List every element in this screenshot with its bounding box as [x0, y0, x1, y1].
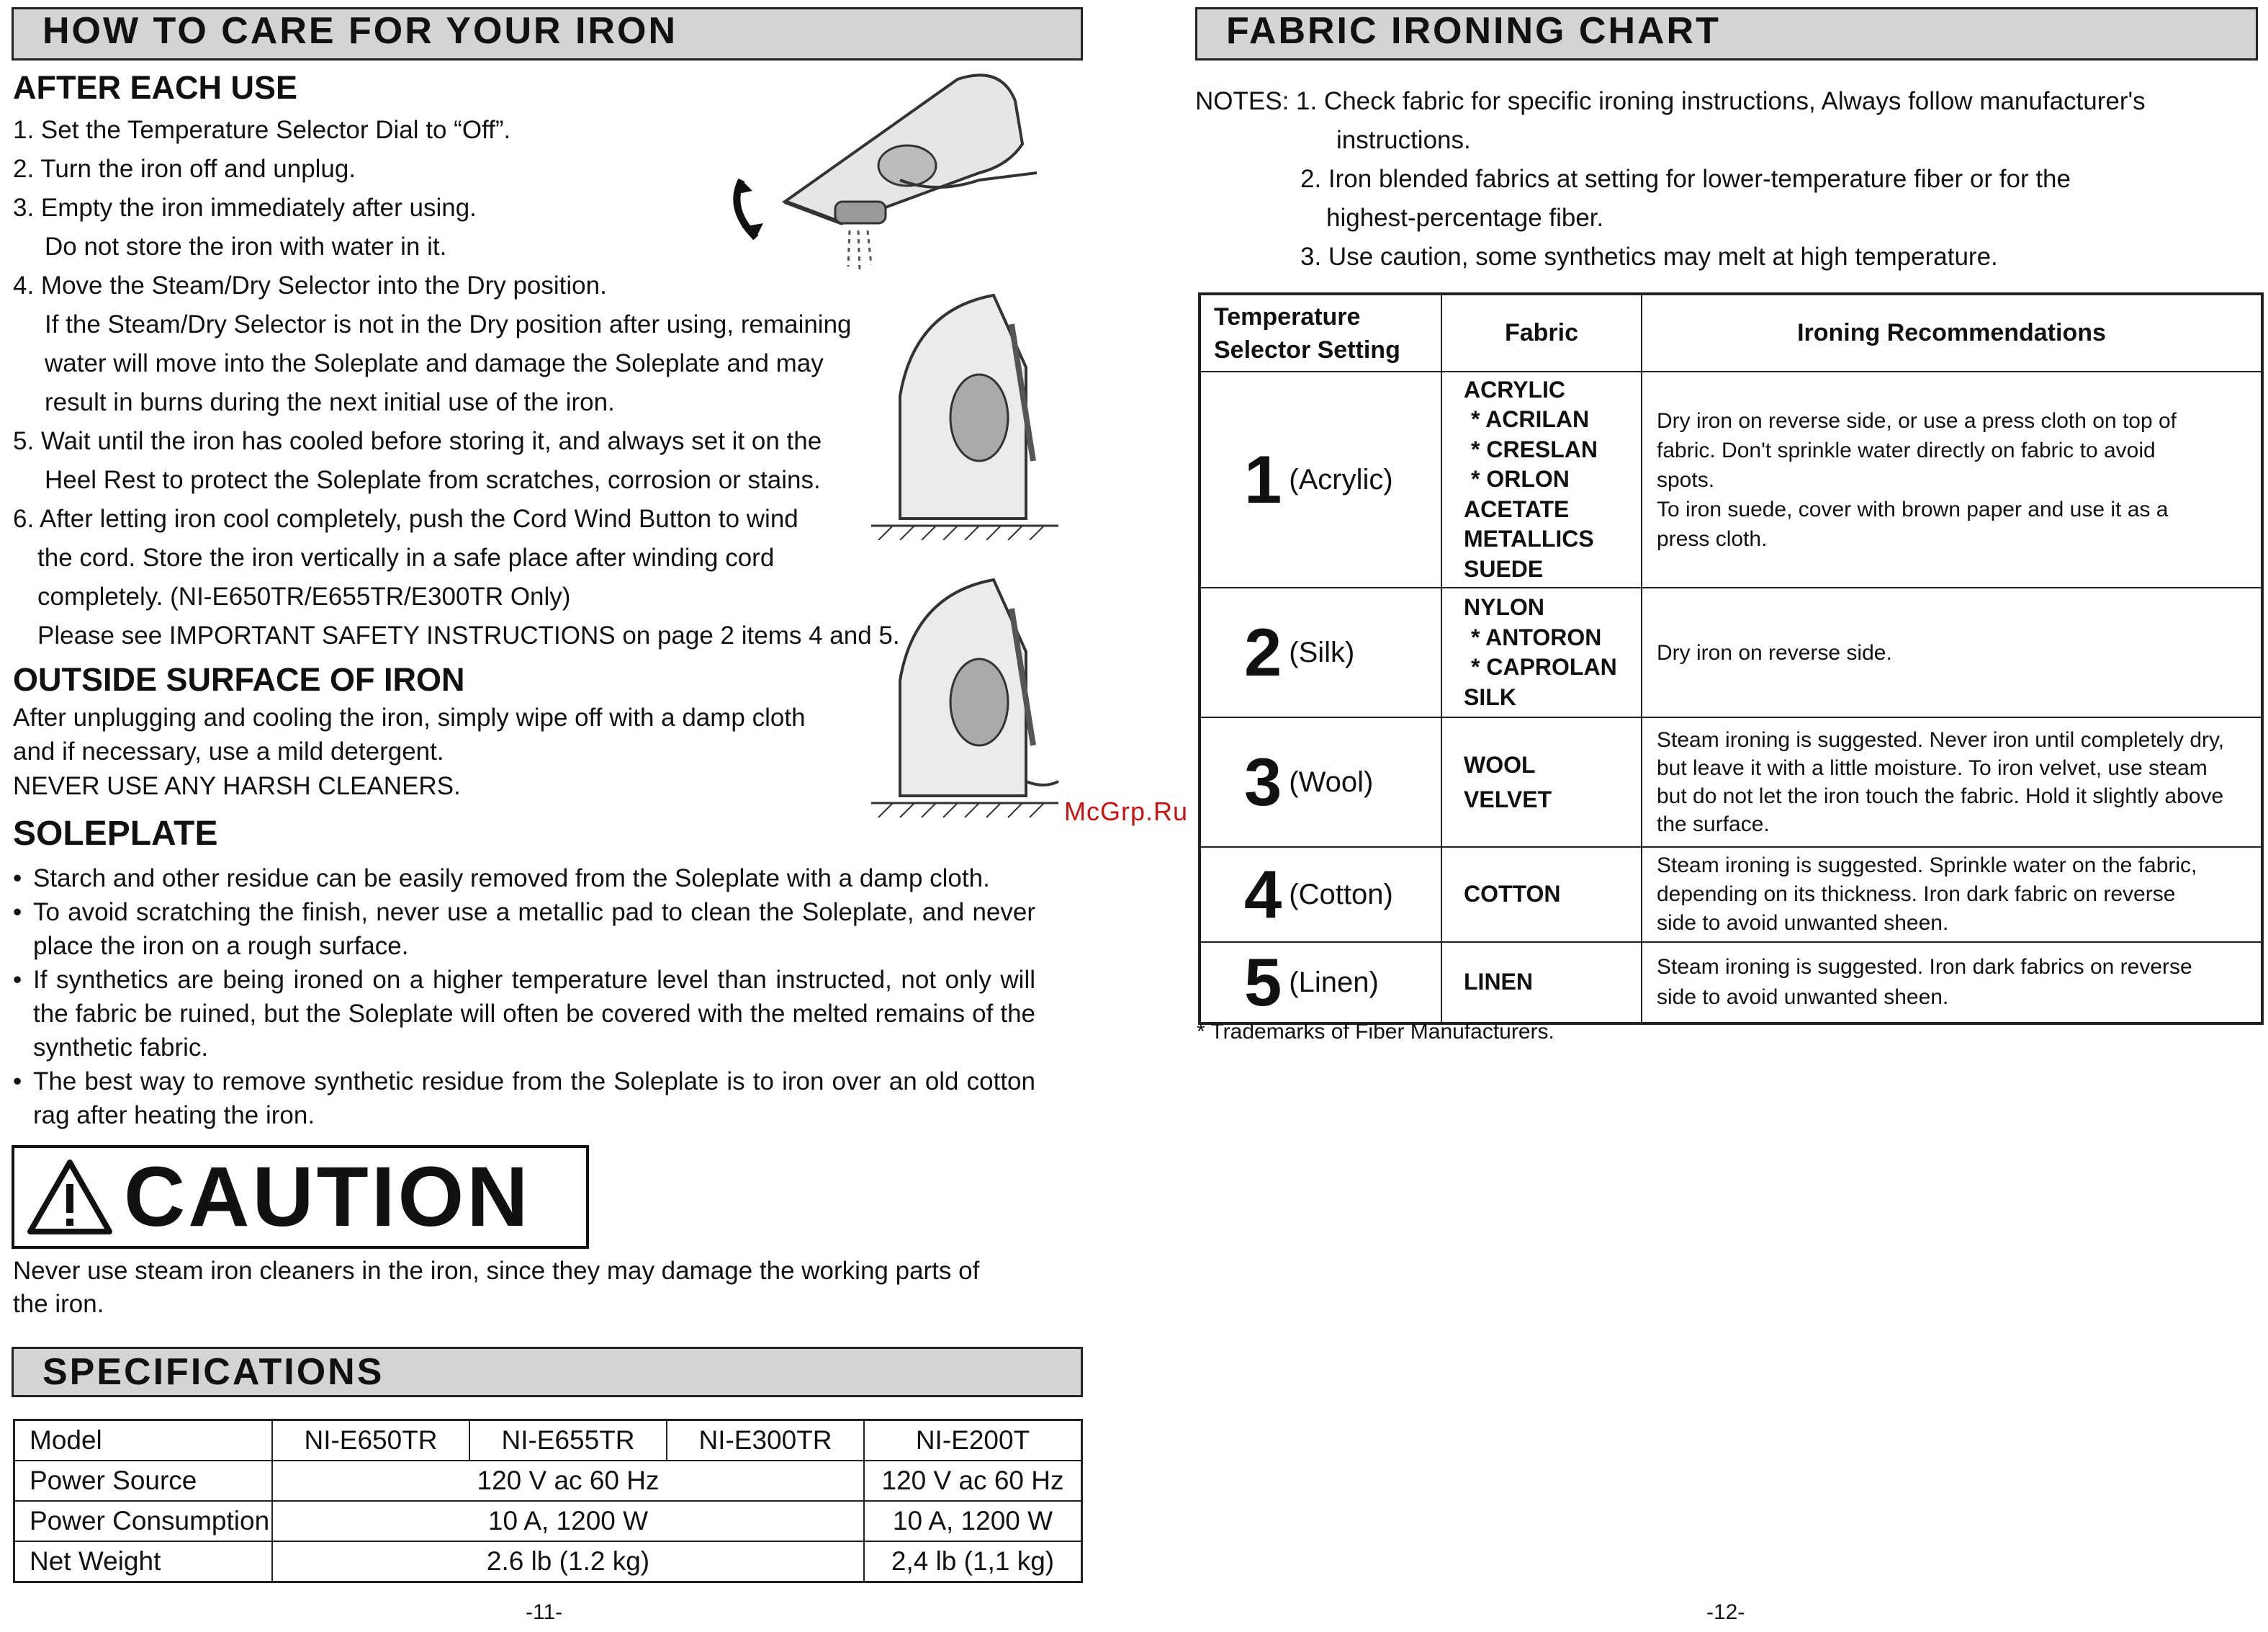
spec-col: NI-E300TR: [667, 1420, 864, 1461]
col-fabric: Fabric: [1441, 294, 1642, 372]
soleplate-title: SOLEPLATE: [13, 815, 218, 853]
fabric-row: [1200, 372, 2262, 588]
soleplate-bullet: • If synthetics are being ironed on a higher temperature level than instructed, not only will the fabric be ruined, but the Soleplate will often be covered with the melted remains of the synthetic fabric.: [13, 966, 1035, 1062]
temp-setting: [1200, 372, 1441, 588]
spec-value: 120 V ac 60 Hz: [272, 1461, 864, 1501]
page-number: -11-: [526, 1600, 563, 1624]
setting-name: (Linen): [1289, 966, 1379, 998]
spec-label: Net Weight: [14, 1541, 273, 1582]
rec-line: side to avoid unwanted sheen.: [1657, 911, 1949, 935]
fabric-item: LINEN: [1464, 969, 1533, 995]
care-step-line: 3. Empty the iron immediately after using.: [13, 194, 477, 222]
soleplate-bullet: • The best way to remove synthetic residue from the Soleplate is to iron over an old cotton rag after heating the iron.: [13, 1067, 1035, 1129]
note-line: highest-percentage fiber.: [1326, 204, 1604, 232]
care-step-line: 5. Wait until the iron has cooled before storing it, and always set it on the: [13, 427, 822, 455]
rec-line: To iron suede, cover with brown paper and use it as a: [1657, 497, 2169, 521]
fabric-item: ACETATE: [1464, 496, 1570, 522]
page-number: -12-: [1706, 1600, 1745, 1624]
fabric-item: VELVET: [1464, 786, 1552, 812]
recommendation: [1642, 717, 2262, 847]
caution-text: Never use steam iron cleaners in the iron, since they may damage the working parts of: [13, 1257, 980, 1285]
fabric-row: [1200, 717, 2262, 847]
rec-line: fabric. Don't sprinkle water directly on fabric to avoid: [1657, 438, 2156, 462]
setting-name: (Acrylic): [1289, 463, 1393, 496]
recommendation: [1642, 847, 2262, 942]
rec-line: press cloth.: [1657, 526, 1768, 551]
fabric-list: [1441, 717, 1642, 847]
caution-label: CAUTION: [124, 1149, 531, 1245]
setting-name: (Silk): [1289, 636, 1355, 668]
rec-line: but do not let the iron touch the fabric. Hold it slightly above: [1657, 784, 2224, 808]
fabric-chart-table: [1198, 292, 2264, 1025]
spec-col-model: Model: [14, 1420, 273, 1461]
spec-label: Power Consumption: [14, 1501, 273, 1541]
iron-illustration: [871, 565, 1066, 825]
rec-line: Steam ironing is suggested. Iron dark fabrics on reverse: [1657, 955, 2192, 979]
fabric-item: METALLICS: [1464, 526, 1594, 552]
spec-col: NI-E200T: [864, 1420, 1082, 1461]
footnote: * Trademarks of Fiber Manufacturers.: [1197, 1020, 1554, 1044]
fabric-item: * ORLON: [1471, 466, 1570, 493]
care-step-line: completely. (NI-E650TR/E655TR/E300TR Only): [37, 583, 571, 611]
fabric-row: [1200, 942, 2262, 1023]
watermark: McGrp.Ru: [1064, 797, 1189, 826]
spec-value: 2,4 lb (1,1 kg): [864, 1541, 1082, 1582]
note-line: 2. Iron blended fabrics at setting for lower-temperature fiber or for the: [1300, 165, 2071, 193]
temp-setting: [1200, 717, 1441, 847]
spec-row: [14, 1461, 1082, 1501]
fabric-item: * ANTORON: [1471, 624, 1602, 650]
fabric-item: * CAPROLAN: [1471, 654, 1617, 680]
fabric-list: [1441, 847, 1642, 942]
fabric-item: COTTON: [1464, 881, 1561, 907]
care-step-line: 1. Set the Temperature Selector Dial to “Off”.: [13, 116, 511, 144]
temp-setting: [1200, 942, 1441, 1023]
warning-triangle-icon: [26, 1158, 114, 1236]
fabric-list: [1441, 942, 1642, 1023]
recommendation: [1642, 588, 2262, 717]
note-line: NOTES: 1. Check fabric for specific ironing instructions, Always follow manufacturer's: [1195, 87, 2146, 115]
rotate-arrow-icon: [727, 173, 785, 245]
setting-number: 3: [1244, 744, 1282, 820]
care-step-line: Do not store the iron with water in it.: [45, 233, 447, 261]
temp-setting: [1200, 588, 1441, 717]
spec-value: 10 A, 1200 W: [864, 1501, 1082, 1541]
iron-illustration: [871, 281, 1066, 540]
spec-row: [14, 1541, 1082, 1582]
note-line: instructions.: [1336, 126, 1471, 154]
care-step-line: 4. Move the Steam/Dry Selector into the Dry position.: [13, 272, 607, 300]
care-step-line: 6. After letting iron cool completely, push the Cord Wind Button to wind: [13, 505, 798, 533]
setting-number: 5: [1244, 944, 1282, 1020]
rec-line: Steam ironing is suggested. Never iron until completely dry,: [1657, 728, 2225, 752]
rec-line: but leave it with a little moisture. To iron velvet, use steam: [1657, 756, 2208, 780]
col-temperature: [1200, 294, 1441, 372]
spec-value: 120 V ac 60 Hz: [864, 1461, 1082, 1501]
outside-line: NEVER USE ANY HARSH CLEANERS.: [13, 772, 461, 800]
rec-line: Steam ironing is suggested. Sprinkle water on the fabric,: [1657, 853, 2197, 877]
care-step-line: water will move into the Soleplate and damage the Soleplate and may: [45, 349, 824, 377]
rec-line: spots.: [1657, 467, 1715, 492]
rec-line: the surface.: [1657, 812, 1770, 836]
fabric-item: SILK: [1464, 683, 1516, 710]
fabric-list: [1441, 588, 1642, 717]
caution-box: [12, 1145, 589, 1249]
fabric-item: ACRYLIC: [1464, 376, 1566, 403]
fabric-header-row: [1200, 294, 2262, 372]
outside-line: and if necessary, use a mild detergent.: [13, 737, 444, 766]
spec-col: NI-E650TR: [272, 1420, 469, 1461]
fabric-row: [1200, 588, 2262, 717]
col-temperature-line: Temperature: [1214, 302, 1361, 331]
fabric-row: [1200, 847, 2262, 942]
spec-label: Power Source: [14, 1461, 273, 1501]
spec-row: [14, 1501, 1082, 1541]
care-step-line: 2. Turn the iron off and unplug.: [13, 155, 356, 183]
fabric-item: NYLON: [1464, 594, 1544, 620]
care-step-line: Please see IMPORTANT SAFETY INSTRUCTIONS on page 2 items 4 and 5.: [37, 622, 900, 650]
soleplate-bullet: • Starch and other residue can be easily removed from the Soleplate with a damp cloth.: [13, 864, 990, 892]
rec-line: side to avoid unwanted sheen.: [1657, 985, 1949, 1009]
rec-line: Dry iron on reverse side, or use a press cloth on top of: [1657, 408, 2177, 433]
care-step-line: If the Steam/Dry Selector is not in the Dry position after using, remaining: [45, 310, 852, 338]
col-temperature-line: Selector Setting: [1214, 336, 1400, 364]
outside-line: After unplugging and cooling the iron, simply wipe off with a damp cloth: [13, 704, 806, 732]
soleplate-bullet: • To avoid scratching the finish, never use a metallic pad to clean the Soleplate, and never place the iron on a rough surface.: [13, 898, 1035, 960]
setting-number: 2: [1244, 614, 1282, 690]
setting-number: 4: [1244, 856, 1282, 932]
setting-name: (Wool): [1289, 766, 1374, 798]
specifications-header: SPECIFICATIONS: [12, 1347, 1083, 1397]
recommendation: [1642, 942, 2262, 1023]
fabric-chart-header: FABRIC IRONING CHART: [1195, 7, 2258, 60]
spec-value: 10 A, 1200 W: [272, 1501, 864, 1541]
fabric-item: * CRESLAN: [1471, 436, 1598, 462]
fabric-item: * ACRILAN: [1471, 406, 1590, 433]
col-recommendations: Ironing Recommendations: [1642, 294, 2262, 372]
setting-name: (Cotton): [1289, 878, 1393, 910]
setting-number: 1: [1244, 441, 1282, 517]
outside-surface-title: OUTSIDE SURFACE OF IRON: [13, 661, 465, 698]
temp-setting: [1200, 847, 1441, 942]
fabric-item: WOOL: [1464, 752, 1536, 778]
care-step-line: the cord. Store the iron vertically in a safe place after winding cord: [37, 544, 775, 572]
note-line: 3. Use caution, some synthetics may melt at high temperature.: [1300, 243, 1998, 271]
spec-col: NI-E655TR: [469, 1420, 667, 1461]
rec-line: depending on its thickness. Iron dark fabric on reverse: [1657, 882, 2176, 906]
fabric-list: [1441, 372, 1642, 588]
spec-header-row: [14, 1420, 1082, 1461]
recommendation: [1642, 372, 2262, 588]
care-header: HOW TO CARE FOR YOUR IRON: [12, 7, 1083, 60]
specifications-table: [13, 1419, 1083, 1583]
care-step-line: Heel Rest to protect the Soleplate from scratches, corrosion or stains.: [45, 466, 821, 494]
after-each-use-title: AFTER EACH USE: [13, 69, 298, 106]
fabric-item: SUEDE: [1464, 555, 1544, 582]
caution-text: the iron.: [13, 1290, 104, 1318]
rec-line: Dry iron on reverse side.: [1657, 640, 1892, 665]
spec-value: 2.6 lb (1.2 kg): [272, 1541, 864, 1582]
care-step-line: result in burns during the next initial use of the iron.: [45, 388, 615, 416]
